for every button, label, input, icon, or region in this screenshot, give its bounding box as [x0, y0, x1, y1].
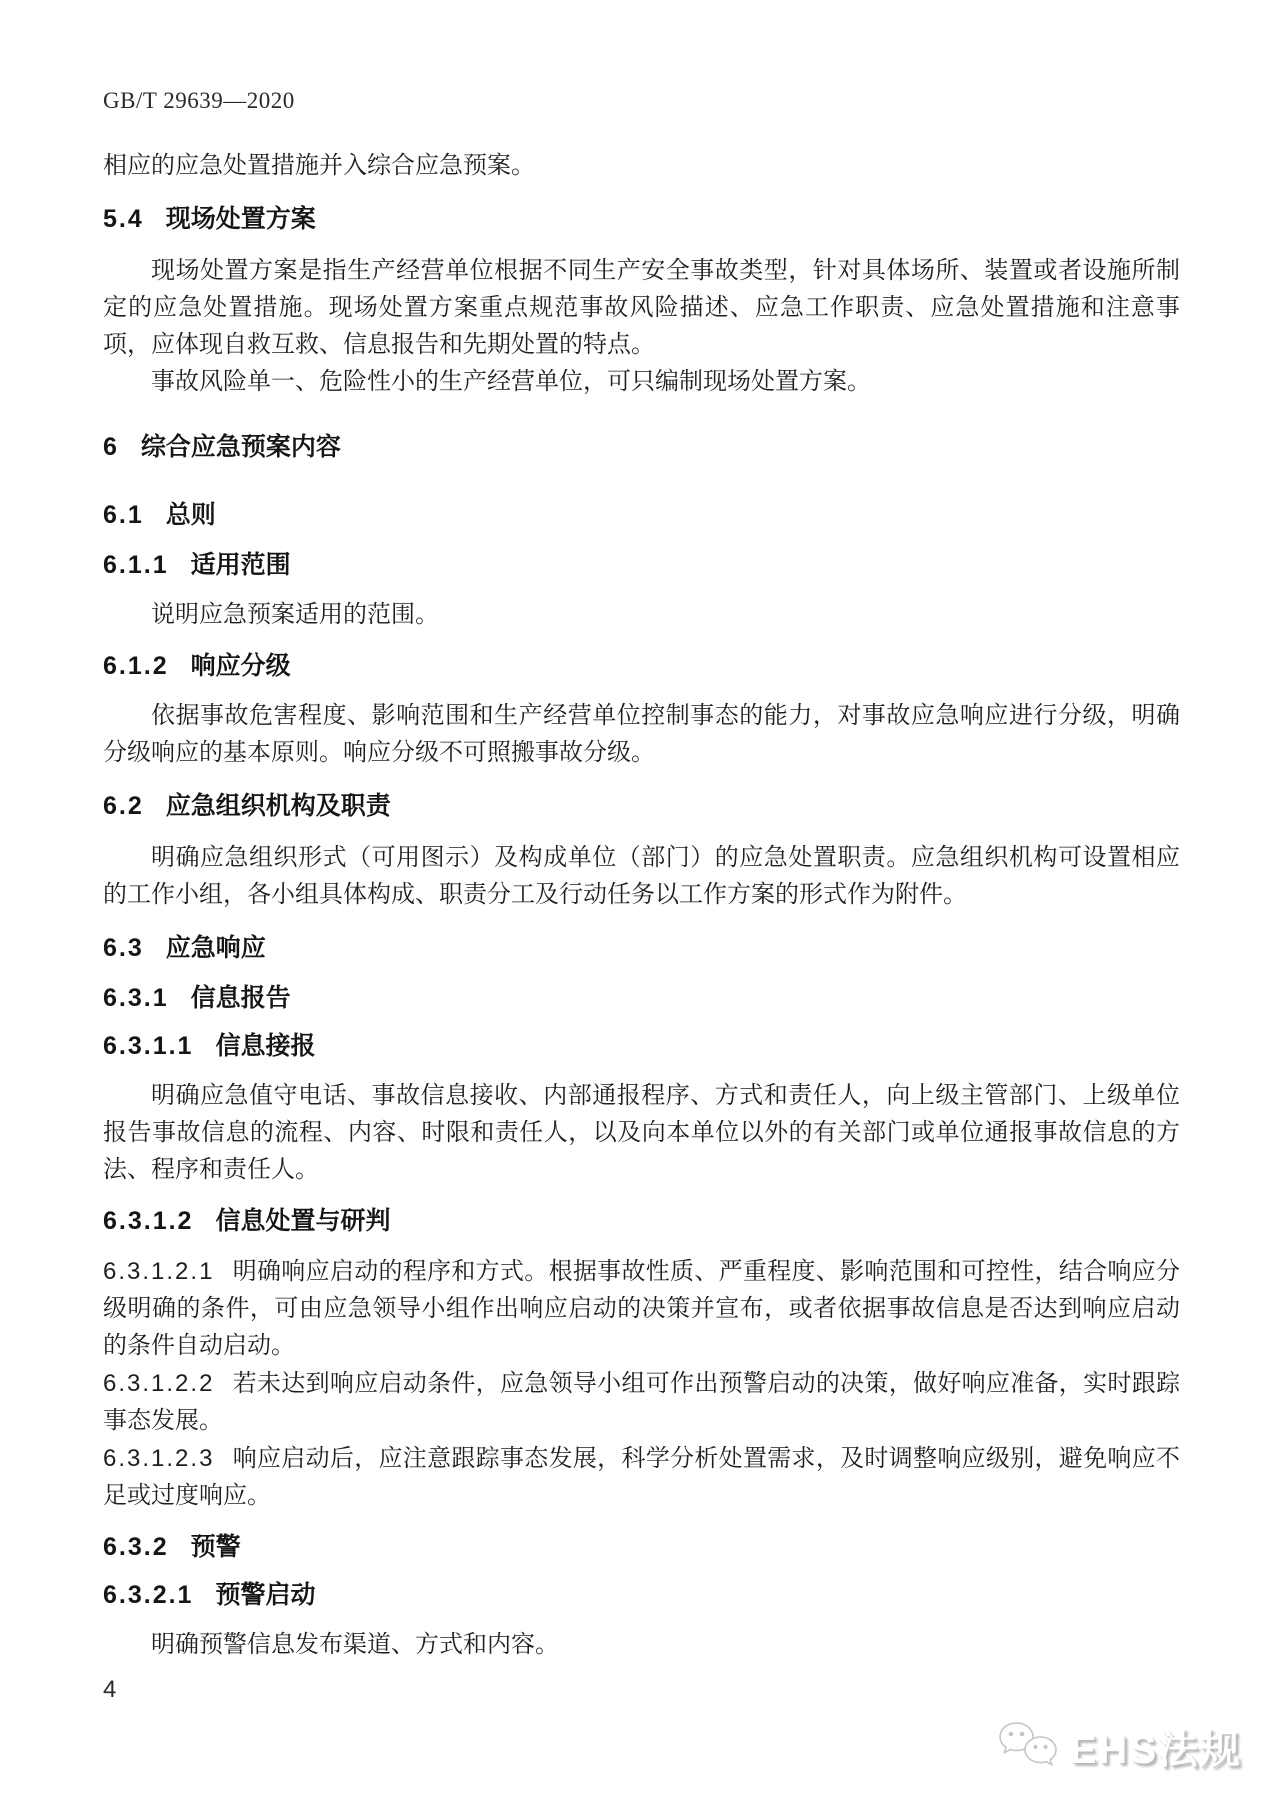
heading-number: 6.3.1.2 — [103, 1207, 194, 1235]
paragraph: 现场处置方案是指生产经营单位根据不同生产安全事故类型，针对具体场所、装置或者设施所制定的应急处置措施。现场处置方案重点规范事故风险描述、应急工作职责、应急处置措施和注意事项，应体现自救互救、信息报告和先期处置的特点。 — [103, 258, 1180, 358]
clause-number: 6.3.1.2.3 — [103, 1445, 215, 1472]
document-body — [103, 148, 1180, 1664]
paragraph: 相应的应急处置措施并入综合应急预案。 — [103, 153, 535, 179]
heading-number: 6.3.2 — [103, 1533, 169, 1561]
heading-title: 信息接报 — [215, 1032, 316, 1060]
heading-title: 预警 — [190, 1533, 241, 1561]
paragraph: 事故风险单一、危险性小的生产经营单位，可只编制现场处置方案。 — [151, 369, 871, 395]
heading-title: 预警启动 — [215, 1581, 316, 1609]
heading-title: 总则 — [165, 501, 216, 529]
section-heading-6 — [103, 431, 1180, 463]
heading-number: 6.1.1 — [103, 551, 169, 579]
paragraph: 说明应急预案适用的范围。 — [151, 602, 439, 628]
heading-number: 5.4 — [103, 205, 144, 233]
heading-number: 6.3.1.1 — [103, 1032, 194, 1060]
heading-number: 6.1 — [103, 501, 144, 529]
clause-paragraph-6.3.1.2.2: 6.3.1.2.2 若未达到响应启动条件，应急领导小组可作出预警启动的决策，做好响应准备，实时跟踪事态发展。 — [103, 1370, 1180, 1434]
heading-title: 现场处置方案 — [165, 205, 316, 233]
page-number: 4 — [103, 1676, 117, 1703]
heading-number: 6.1.2 — [103, 652, 169, 680]
heading-title: 应急组织机构及职责 — [165, 792, 391, 820]
heading-number: 6.2 — [103, 792, 144, 820]
heading-title: 信息报告 — [190, 984, 291, 1012]
section-heading-6.3.2 — [103, 1531, 1180, 1563]
heading-number: 6 — [103, 433, 119, 461]
heading-title: 应急响应 — [165, 934, 266, 962]
section-heading-6.1 — [103, 499, 1180, 531]
watermark — [998, 1718, 1242, 1775]
paragraph: 明确应急值守电话、事故信息接收、内部通报程序、方式和责任人，向上级主管部门、上级单位报告事故信息的流程、内容、时限和责任人，以及向本单位以外的有关部门或单位通报事故信息的方法、程序和责任人。 — [103, 1083, 1180, 1183]
standard-code-header: GB/T 29639—2020 — [103, 88, 295, 113]
clause-paragraph-6.3.1.2.3: 6.3.1.2.3 响应启动后，应注意跟踪事态发展，科学分析处置需求，及时调整响应级别，避免响应不足或过度响应。 — [103, 1445, 1180, 1509]
heading-title: 综合应急预案内容 — [140, 433, 341, 461]
paragraph: 明确应急组织形式（可用图示）及构成单位（部门）的应急处置职责。应急组织机构可设置相应的工作小组，各小组具体构成、职责分工及行动任务以工作方案的形式作为附件。 — [103, 845, 1180, 908]
paragraph: 依据事故危害程度、影响范围和生产经营单位控制事态的能力，对事故应急响应进行分级，明确分级响应的基本原则。响应分级不可照搬事故分级。 — [103, 703, 1180, 766]
heading-title: 适用范围 — [190, 551, 291, 579]
section-heading-6.3.1 — [103, 982, 1180, 1014]
wechat-chat-bubbles-icon — [998, 1719, 1060, 1775]
section-heading-6.3.1.2 — [103, 1205, 1180, 1237]
clause-number: 6.3.1.2.2 — [103, 1370, 215, 1397]
heading-title: 信息处置与研判 — [215, 1207, 391, 1235]
watermark-label: EHS法规 — [1069, 1728, 1242, 1772]
clause-number: 6.3.1.2.1 — [103, 1258, 215, 1285]
heading-number: 6.3 — [103, 934, 144, 962]
section-heading-6.1.2 — [103, 650, 1180, 682]
section-heading-5.4 — [103, 203, 1180, 235]
paragraph: 明确预警信息发布渠道、方式和内容。 — [151, 1632, 559, 1658]
clause-paragraph-6.3.1.2.1: 6.3.1.2.1 明确响应启动的程序和方式。根据事故性质、严重程度、影响范围和可控性，结合响应分级明确的条件，可由应急领导小组作出响应启动的决策并宣布，或者依据事故信息是否达到响应启动的条件自动启动。 — [103, 1258, 1180, 1359]
section-heading-6.2 — [103, 790, 1180, 822]
heading-title: 响应分级 — [190, 652, 291, 680]
heading-number: 6.3.1 — [103, 984, 169, 1012]
section-heading-6.1.1 — [103, 549, 1180, 581]
section-heading-6.3.2.1 — [103, 1579, 1180, 1611]
section-heading-6.3.1.1 — [103, 1030, 1180, 1062]
section-heading-6.3 — [103, 932, 1180, 964]
heading-number: 6.3.2.1 — [103, 1581, 194, 1609]
